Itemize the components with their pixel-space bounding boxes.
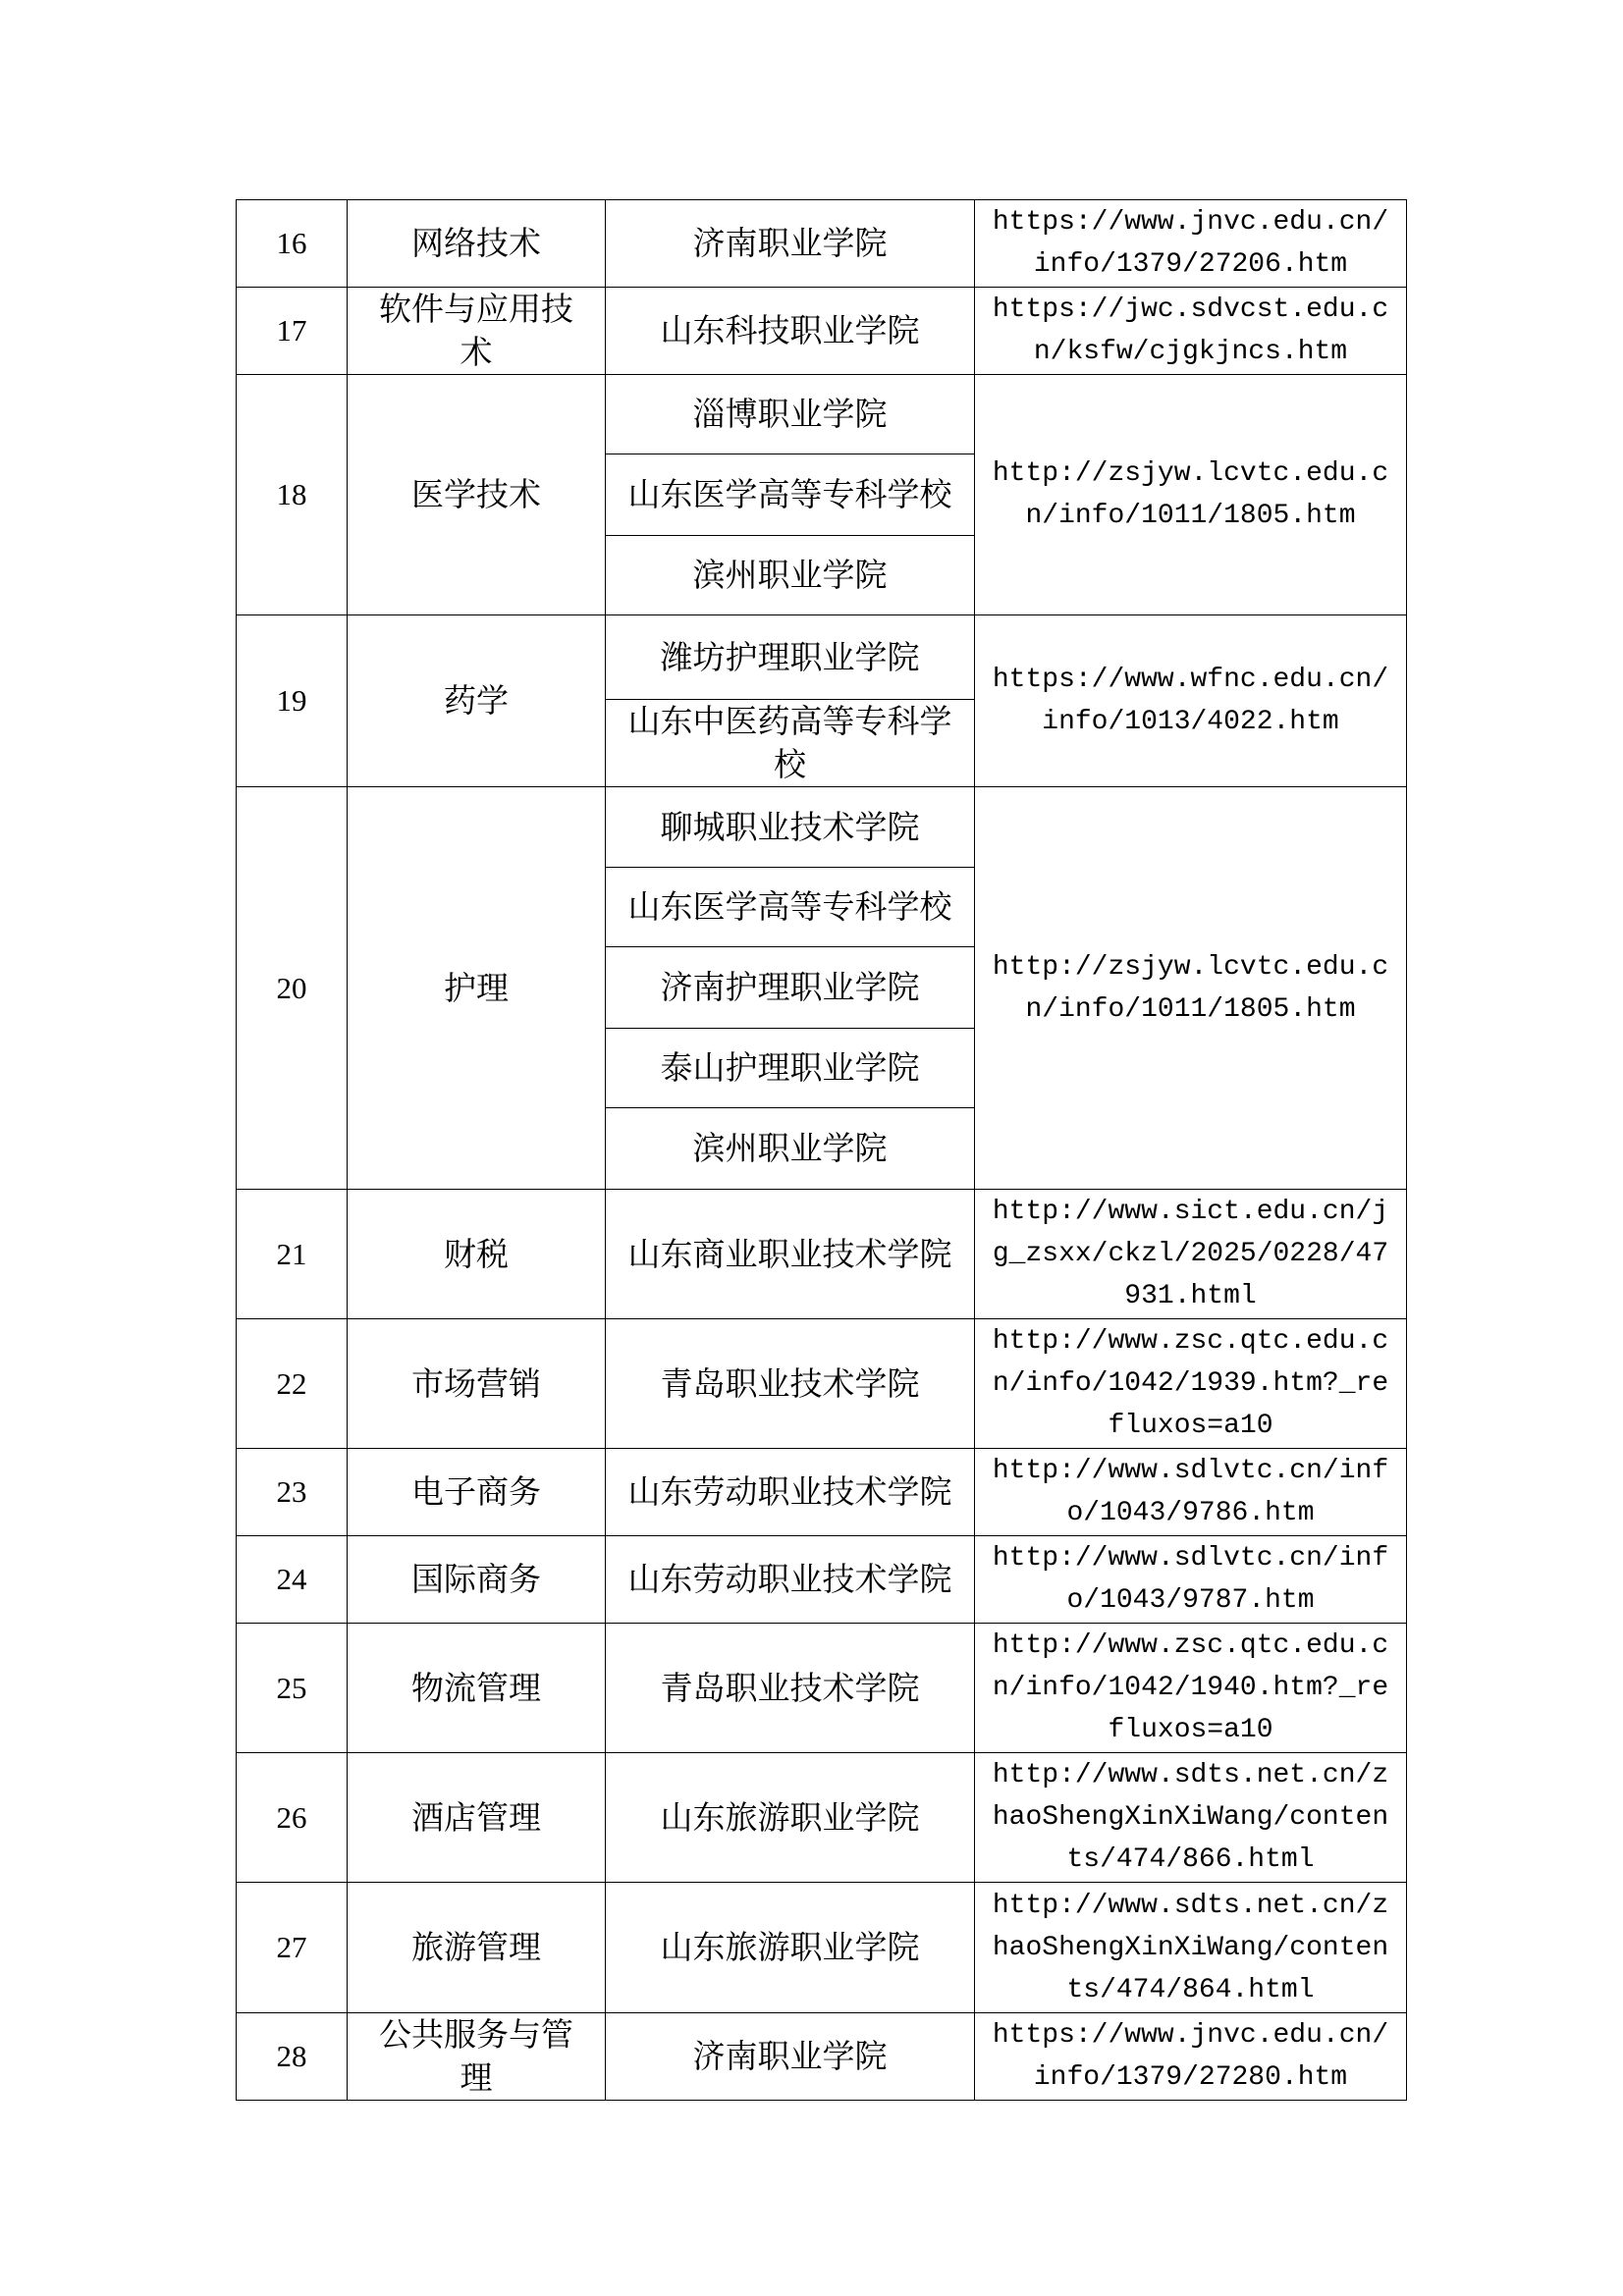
item-number: 23 (237, 1449, 348, 1536)
admission-url: http://www.sdts.net.cn/zhaoShengXinXiWang/contents/474/864.html (992, 1890, 1389, 2005)
admission-url: http://www.sict.edu.cn/jg_zsxx/ckzl/2025/0228/47931.html (992, 1197, 1389, 1311)
item-number: 19 (237, 615, 348, 787)
school-name: 潍坊护理职业学院 (606, 615, 975, 700)
item-number: 20 (237, 787, 348, 1190)
table-row (237, 615, 1407, 700)
admission-url: http://zsjyw.lcvtc.edu.cn/info/1011/1805.htm (992, 458, 1389, 531)
url-cell (975, 1753, 1407, 1883)
major-name: 药学 (348, 615, 606, 787)
major-name: 财税 (348, 1190, 606, 1319)
school-name: 滨州职业学院 (606, 1108, 975, 1190)
school-name: 山东医学高等专科学校 (606, 868, 975, 947)
major-name: 市场营销 (348, 1319, 606, 1449)
url-cell (975, 1624, 1407, 1753)
admission-url: https://jwc.sdvcst.edu.cn/ksfw/cjgkjncs.htm (992, 294, 1389, 367)
table-row (237, 1624, 1407, 1753)
school-name: 山东商业职业技术学院 (606, 1190, 975, 1319)
school-name: 青岛职业技术学院 (606, 1319, 975, 1449)
admission-url: http://www.zsc.qtc.edu.cn/info/1042/1939.htm?_refluxos=a10 (992, 1326, 1389, 1441)
url-cell (975, 288, 1407, 375)
school-name: 滨州职业学院 (606, 536, 975, 615)
table-row (237, 787, 1407, 868)
admission-url: https://www.jnvc.edu.cn/info/1379/27280.htm (992, 2020, 1389, 2093)
major-name: 医学技术 (348, 375, 606, 615)
admission-url: http://www.sdlvtc.cn/info/1043/9786.htm (992, 1456, 1389, 1528)
url-cell (975, 1449, 1407, 1536)
major-name: 电子商务 (348, 1449, 606, 1536)
url-cell (975, 375, 1407, 615)
major-name: 旅游管理 (348, 1883, 606, 2013)
school-name: 山东旅游职业学院 (606, 1883, 975, 2013)
major-name: 软件与应用技术 (348, 288, 606, 375)
school-name: 山东科技职业学院 (606, 288, 975, 375)
url-cell (975, 787, 1407, 1190)
table-row (237, 1190, 1407, 1319)
item-number: 16 (237, 200, 348, 288)
school-name: 山东医学高等专科学校 (606, 454, 975, 536)
school-name: 山东劳动职业技术学院 (606, 1536, 975, 1624)
school-name: 济南职业学院 (606, 200, 975, 288)
major-name: 物流管理 (348, 1624, 606, 1753)
school-name: 青岛职业技术学院 (606, 1624, 975, 1753)
school-name: 山东劳动职业技术学院 (606, 1449, 975, 1536)
major-college-table (236, 199, 1407, 2101)
major-name: 酒店管理 (348, 1753, 606, 1883)
url-cell (975, 1319, 1407, 1449)
url-cell (975, 2013, 1407, 2101)
admission-url: https://www.wfnc.edu.cn/info/1013/4022.htm (992, 665, 1389, 737)
major-name: 护理 (348, 787, 606, 1190)
school-name: 山东旅游职业学院 (606, 1753, 975, 1883)
item-number: 24 (237, 1536, 348, 1624)
url-cell (975, 1883, 1407, 2013)
url-cell (975, 615, 1407, 787)
table-row (237, 1883, 1407, 2013)
major-name: 公共服务与管理 (348, 2013, 606, 2101)
school-name: 济南护理职业学院 (606, 947, 975, 1029)
school-name: 淄博职业学院 (606, 375, 975, 454)
item-number: 28 (237, 2013, 348, 2101)
item-number: 18 (237, 375, 348, 615)
table-row (237, 1536, 1407, 1624)
admission-url: http://www.sdlvtc.cn/info/1043/9787.htm (992, 1543, 1389, 1616)
table-row (237, 2013, 1407, 2101)
table-row (237, 1319, 1407, 1449)
item-number: 21 (237, 1190, 348, 1319)
admission-url: http://zsjyw.lcvtc.edu.cn/info/1011/1805.htm (992, 951, 1389, 1025)
url-cell (975, 1536, 1407, 1624)
school-name: 聊城职业技术学院 (606, 787, 975, 868)
admission-url: http://www.zsc.qtc.edu.cn/info/1042/1940.htm?_refluxos=a10 (992, 1630, 1389, 1745)
url-cell (975, 200, 1407, 288)
admission-url: http://www.sdts.net.cn/zhaoShengXinXiWang/contents/474/866.html (992, 1760, 1389, 1875)
item-number: 25 (237, 1624, 348, 1753)
school-name: 济南职业学院 (606, 2013, 975, 2101)
school-name: 泰山护理职业学院 (606, 1029, 975, 1108)
table-row (237, 375, 1407, 454)
item-number: 27 (237, 1883, 348, 2013)
school-name: 山东中医药高等专科学校 (606, 700, 975, 787)
url-cell (975, 1190, 1407, 1319)
major-name: 国际商务 (348, 1536, 606, 1624)
admission-url: https://www.jnvc.edu.cn/info/1379/27206.htm (992, 207, 1389, 280)
table-row (237, 1449, 1407, 1536)
item-number: 17 (237, 288, 348, 375)
table-row (237, 200, 1407, 288)
item-number: 26 (237, 1753, 348, 1883)
table-row (237, 1753, 1407, 1883)
item-number: 22 (237, 1319, 348, 1449)
table-row (237, 288, 1407, 375)
major-name: 网络技术 (348, 200, 606, 288)
